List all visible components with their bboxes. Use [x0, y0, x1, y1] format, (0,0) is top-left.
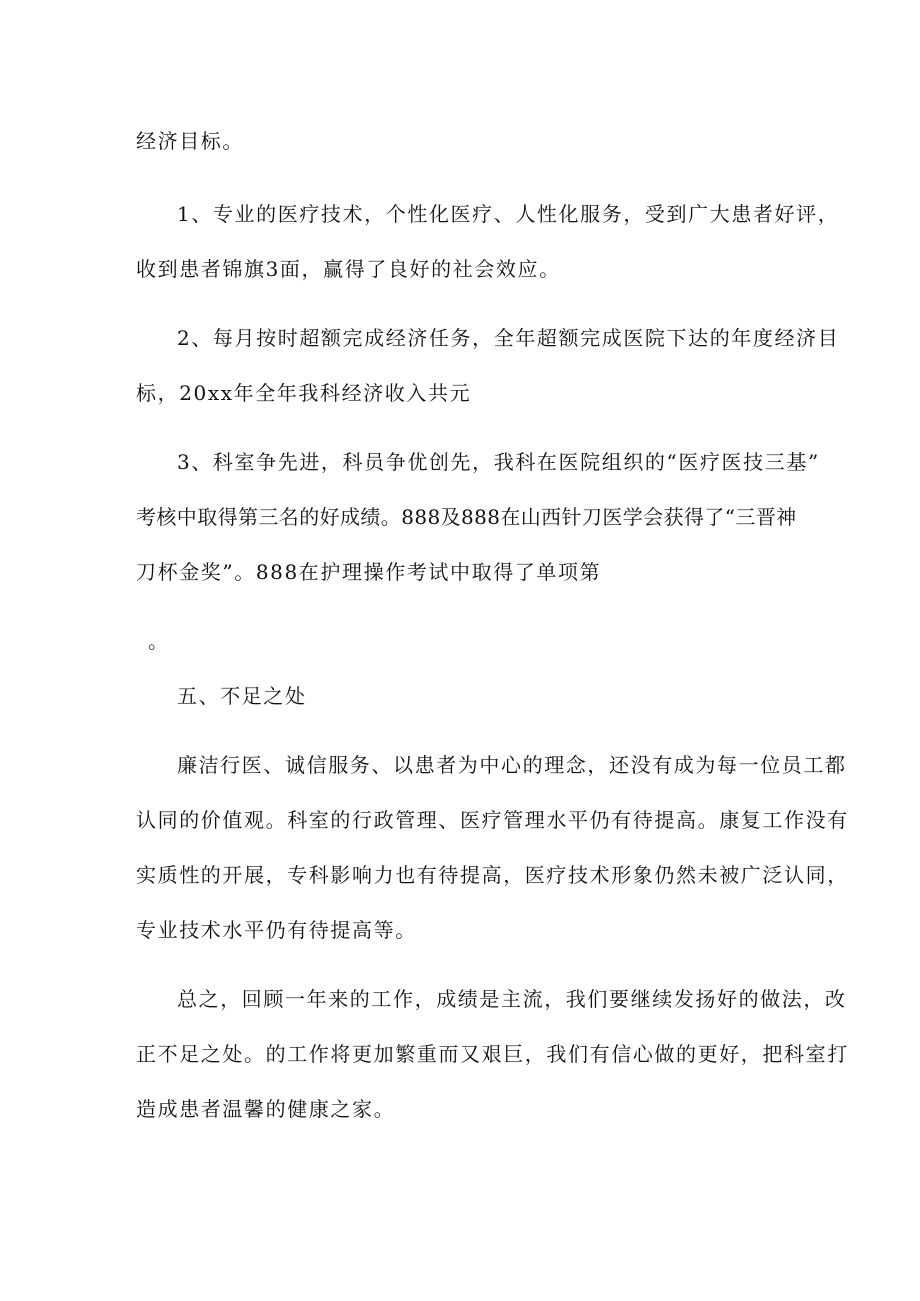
text-line: 经济目标。	[136, 129, 244, 153]
text-line: 。	[148, 629, 170, 653]
text-line: 造成患者温馨的健康之家。	[136, 1097, 396, 1121]
text-line: 专业技术水平仍有待提高等。	[136, 918, 417, 942]
text-line: 正不足之处。的工作将更加繁重而又艰巨，我们有信心做的更好，把科室打	[136, 1042, 849, 1066]
text-line: 2、每月按时超额完成经济任务，全年超额完成医院下达的年度经济目	[177, 326, 840, 350]
text-line: 廉洁行医、诚信服务、以患者为中心的理念，还没有成为每一位员工都	[177, 753, 847, 777]
text-line: 标，20xx年全年我科经济收入共元	[136, 381, 472, 405]
section-heading: 五、不足之处	[177, 684, 307, 708]
text-line: 认同的价值观。科室的行政管理、医疗管理水平仍有待提高。康复工作没有	[136, 808, 849, 832]
text-line: 3、科室争先进，科员争优创先，我科在医院组织的“医疗医技三基”	[177, 450, 820, 474]
text-line: 实质性的开展，专科影响力也有待提高，医疗技术形象仍然未被广泛认同，	[136, 863, 849, 887]
text-line: 收到患者锦旗3面，赢得了良好的社会效应。	[136, 257, 561, 281]
text-line: 考核中取得第三名的好成绩。888及888在山西针刀医学会获得了“三晋神	[136, 505, 797, 529]
text-line: 刀杯金奖”。888在护理操作考试中取得了单项第	[136, 560, 602, 584]
text-line: 总之，回顾一年来的工作，成绩是主流，我们要继续发扬好的做法，改	[177, 987, 847, 1011]
text-line: 1、专业的医疗技术，个性化医疗、人性化服务，受到广大患者好评，	[177, 202, 840, 226]
